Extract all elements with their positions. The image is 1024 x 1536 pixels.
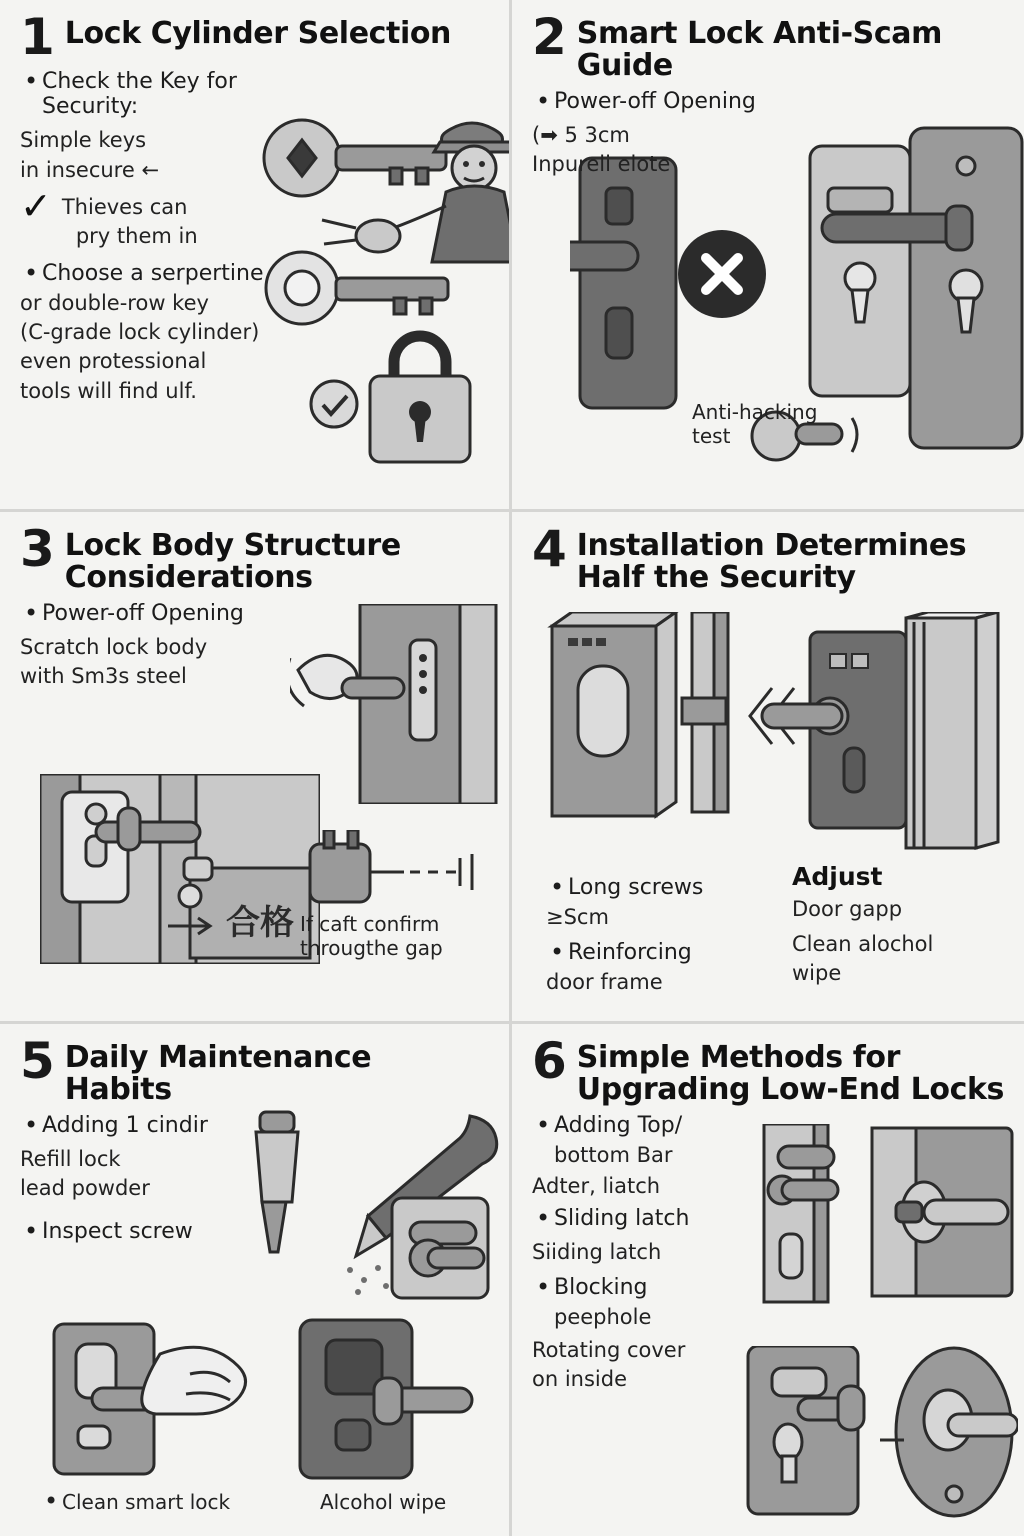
approved-badge-icon xyxy=(311,381,357,427)
panel-5-list xyxy=(20,1113,250,1139)
panel-3-title: Lock Body Structure Considerations xyxy=(64,528,401,595)
panel-6-bottom-illustration xyxy=(738,1346,1018,1526)
panel-1-note-4: pry them in xyxy=(75,223,198,248)
panel-2-note-2: Inpureli elote xyxy=(532,151,671,176)
panel-4-title: Installation Determines Half the Security xyxy=(576,528,967,595)
panel-6-title: Simple Methods for Upgrading Low-End Locks xyxy=(576,1040,1004,1107)
panel-6-header xyxy=(532,1032,1008,1107)
panel-6-note-2: Adter, liatch xyxy=(532,1173,661,1198)
panel-3-illustration-door xyxy=(40,774,320,964)
panel-3-note-1: Scratch lock body xyxy=(20,634,208,659)
panel-1-note-5: or double-row key xyxy=(20,291,209,316)
panel-4-right-line-2: Clean alochol xyxy=(792,932,934,957)
panel-2-number: 2 xyxy=(532,8,567,66)
panel-5-smartlock-illustration xyxy=(290,1314,480,1484)
list-item: • Long screws xyxy=(546,875,766,901)
panel-1-header xyxy=(20,8,493,66)
panel-6-list-2 xyxy=(532,1206,732,1232)
list-item: • Blocking xyxy=(532,1275,732,1301)
panel-5-number: 5 xyxy=(20,1032,55,1090)
panel-3 xyxy=(0,512,512,1024)
panel-5-note-1: Refill lock xyxy=(20,1146,121,1171)
panel-1-note-6: (C-grade lock cylinder) xyxy=(20,320,260,345)
panel-3-note-2: with Sm3s steel xyxy=(20,663,187,688)
list-item: • Inspect screw xyxy=(20,1219,250,1245)
panel-4-right-heading: Adjust xyxy=(792,862,883,891)
panel-5-list-2 xyxy=(20,1219,250,1245)
panel-1-note-7: even protessional xyxy=(20,349,207,374)
list-item: • Adding 1 cindir xyxy=(20,1113,250,1139)
list-item: • Choose a serpertine xyxy=(20,261,300,287)
door-lock-plate-left xyxy=(570,158,676,408)
panel-6-note-3: Siiding latch xyxy=(532,1239,662,1264)
panel-6-note-1: bottom Bar xyxy=(554,1142,673,1167)
panel-6-list-3 xyxy=(532,1275,732,1301)
panel-4-list xyxy=(546,875,766,901)
panel-3-list xyxy=(20,601,290,627)
panel-6-list xyxy=(532,1113,732,1139)
oil-bottle-icon xyxy=(256,1112,298,1252)
panel-4-right-line-1: Door gapp xyxy=(792,897,903,921)
panel-5-note-2: lead powder xyxy=(20,1175,150,1200)
list-item: • Check the Key for Security: xyxy=(20,69,300,121)
panel-4-number: 4 xyxy=(532,520,567,578)
panel-1-note-8: tools will find ulf. xyxy=(20,378,197,403)
panel-3-caption-2: througthe gap xyxy=(300,936,443,960)
panel-6 xyxy=(512,1024,1024,1536)
panel-4 xyxy=(512,512,1024,1024)
panel-1 xyxy=(0,0,512,512)
panel-1-number: 1 xyxy=(20,8,55,66)
panel-6-note-4: peephole xyxy=(554,1305,652,1330)
panel-1-title: Lock Cylinder Selection xyxy=(64,16,452,51)
padlock-icon xyxy=(370,336,470,462)
panel-4-note-1: ≥Scm xyxy=(546,904,609,929)
panel-4-note-2: door frame xyxy=(546,970,663,995)
panel-2 xyxy=(512,0,1024,512)
panel-5 xyxy=(0,1024,512,1536)
door-lock-plate-right xyxy=(910,128,1022,448)
list-item: • Power-off Opening xyxy=(532,89,782,115)
panel-2-note-1: (➡ 5 3cm xyxy=(532,122,630,147)
panel-1-list-2 xyxy=(20,261,300,287)
panel-6-topbar-illustration xyxy=(748,1124,1018,1304)
panel-6-number: 6 xyxy=(532,1032,567,1090)
panel-5-footer-left: • Clean smart lock xyxy=(44,1487,231,1515)
panel-3-stamp: 合格 xyxy=(226,903,294,943)
panel-6-note-6: on inside xyxy=(532,1367,628,1392)
panel-2-caption-2: test xyxy=(692,424,731,448)
panel-2-header xyxy=(532,8,1008,83)
panel-1-note-2: in insecure ← xyxy=(20,157,160,182)
list-item: • Reinforcing xyxy=(546,940,766,966)
panel-3-caption-1: If caft confirm xyxy=(300,912,440,936)
panel-5-tools-illustration xyxy=(230,1110,510,1300)
powder-particles-icon xyxy=(347,1265,389,1295)
panel-1-note-3: Thieves can xyxy=(61,194,188,219)
list-item: • Power-off Opening xyxy=(20,601,290,627)
check-icon: ✓ xyxy=(20,183,52,228)
panel-3-header xyxy=(20,520,493,595)
panel-4-header xyxy=(532,520,1008,595)
panel-5-hand-illustration xyxy=(40,1314,280,1484)
panel-1-note-1: Simple keys xyxy=(20,128,147,153)
list-item: • Sliding latch xyxy=(532,1206,732,1232)
panel-3-number: 3 xyxy=(20,520,55,578)
panel-2-caption-1: Anti-hacking xyxy=(692,400,818,424)
panel-1-list xyxy=(20,69,300,121)
panel-3-illustration-top xyxy=(290,604,510,804)
panel-5-title: Daily Maintenance Habits xyxy=(64,1040,372,1107)
panel-5-footer-right: Alcohol wipe xyxy=(320,1490,447,1514)
panel-5-header xyxy=(20,1032,493,1107)
cross-badge-icon xyxy=(678,230,766,318)
panel-4-list-2 xyxy=(546,940,766,966)
panel-4-illustration xyxy=(542,612,1012,872)
lock-block-icon xyxy=(392,1198,488,1298)
thief-icon xyxy=(322,123,512,262)
panel-2-title: Smart Lock Anti-Scam Guide xyxy=(576,16,942,83)
list-item: • Adding Top/ xyxy=(532,1113,732,1139)
panel-2-list xyxy=(532,89,782,115)
panel-4-right-line-3: wipe xyxy=(792,961,842,986)
panel-3-plug-icon xyxy=(300,830,500,920)
panel-6-note-5: Rotating cover xyxy=(532,1338,686,1363)
